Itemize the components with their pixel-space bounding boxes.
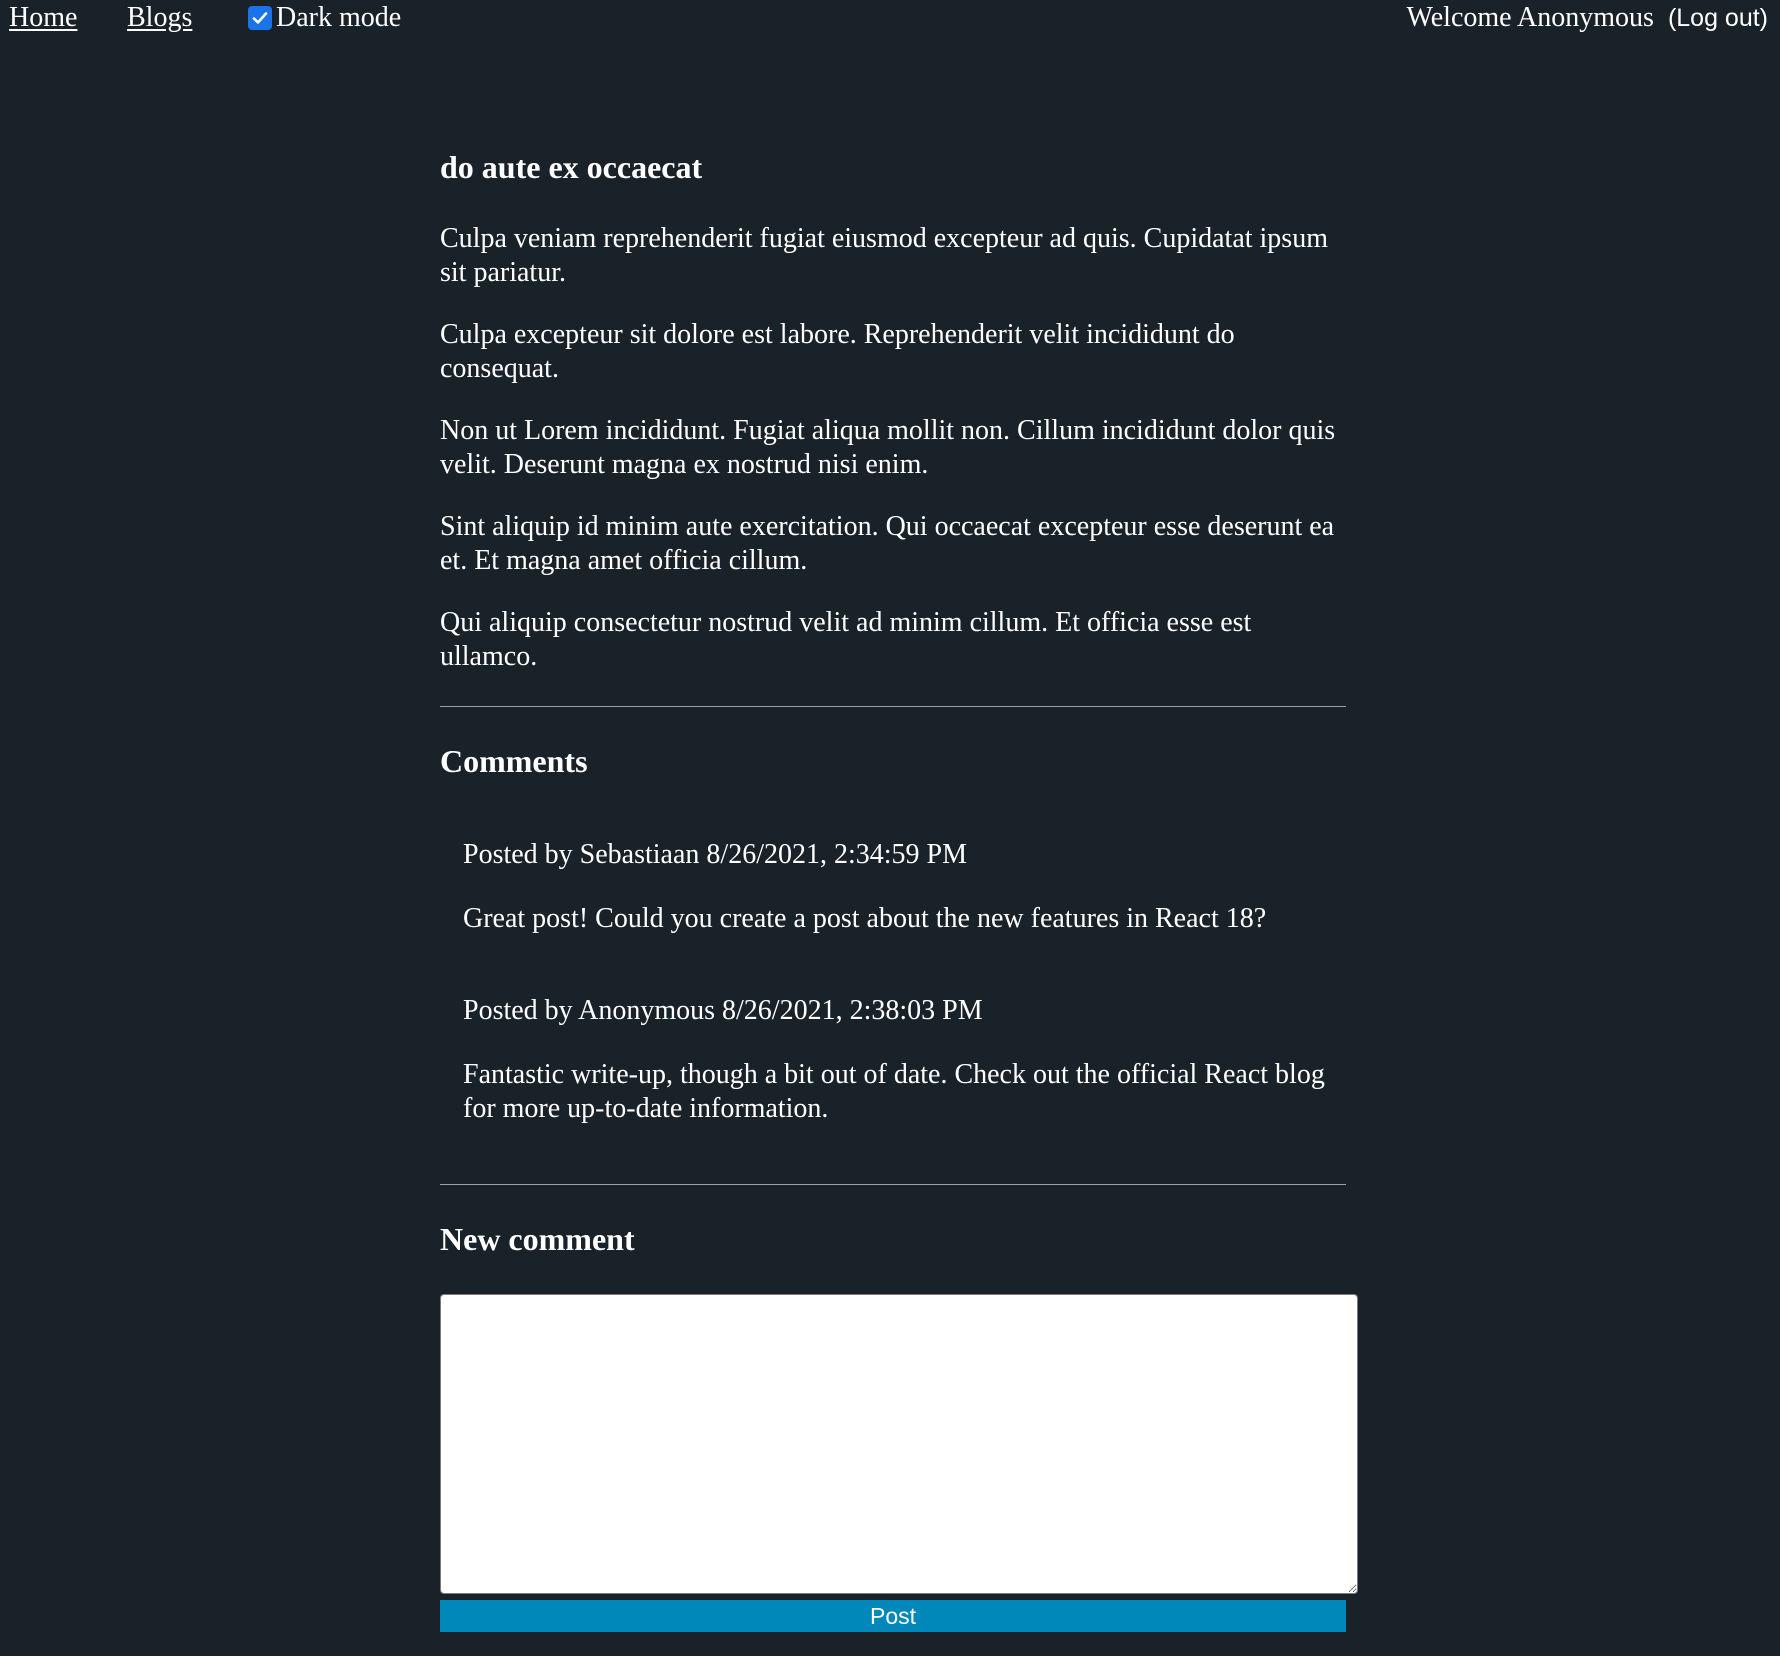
article-paragraph: Sint aliquip id minim aute exercitation. Qui occaecat excepteur esse deserunt ea et. Et magna amet officia cillum. xyxy=(440,511,1335,576)
dark-mode-checkbox[interactable] xyxy=(248,6,272,30)
comment-body: Great post! Could you create a post about the new features in React 18? xyxy=(463,903,1267,934)
comment-meta: Posted by Anonymous 8/26/2021, 2:38:03 PM xyxy=(463,995,983,1026)
checkmark-icon xyxy=(251,9,269,27)
logout-button[interactable]: (Log out) xyxy=(1667,3,1768,32)
article-paragraph: Culpa excepteur sit dolore est labore. Reprehenderit velit incididunt do consequat. xyxy=(440,319,1235,384)
comments-heading: Comments xyxy=(440,743,588,779)
article-title: do aute ex occaecat xyxy=(440,149,703,185)
dark-mode-label: Dark mode xyxy=(276,2,402,33)
article-paragraph: Qui aliquip consectetur nostrud velit ad minim cillum. Et officia esse est ullamco. xyxy=(440,607,1252,672)
comment-item xyxy=(463,838,1343,936)
article-body xyxy=(440,222,1346,702)
dark-mode-toggle[interactable] xyxy=(248,2,401,34)
new-comment-heading: New comment xyxy=(440,1221,635,1257)
user-status xyxy=(1407,2,1768,34)
comment-meta: Posted by Sebastiaan 8/26/2021, 2:34:59 PM xyxy=(463,839,967,870)
article-paragraph: Culpa veniam reprehenderit fugiat eiusmod excepteur ad quis. Cupidatat ipsum sit pariatur. xyxy=(440,223,1328,288)
article-paragraph: Non ut Lorem incididunt. Fugiat aliqua mollit non. Cillum incididunt dolor quis velit. Deserunt magna ex nostrud nisi enim. xyxy=(440,415,1336,480)
new-comment-textarea[interactable] xyxy=(440,1294,1358,1594)
divider xyxy=(440,706,1346,707)
top-nav xyxy=(0,0,1780,40)
nav-link-home[interactable]: Home xyxy=(9,2,78,33)
comment-item xyxy=(463,994,1343,1126)
nav-link-blogs[interactable]: Blogs xyxy=(127,2,193,33)
comment-body: Fantastic write-up, though a bit out of date. Check out the official React blog for more up-to-date information. xyxy=(463,1059,1325,1124)
welcome-text: Welcome Anonymous xyxy=(1406,2,1654,33)
divider xyxy=(440,1184,1346,1185)
post-button[interactable]: Post xyxy=(440,1600,1346,1632)
